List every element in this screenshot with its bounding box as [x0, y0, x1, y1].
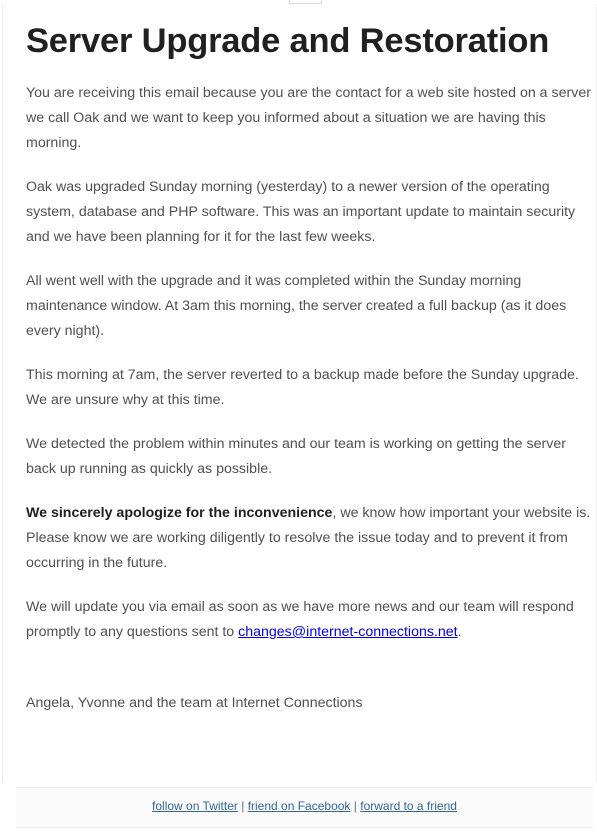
follow-twitter-link[interactable]: follow on Twitter — [152, 799, 238, 813]
paragraph-upgrade: Oak was upgraded Sunday morning (yesterday) to a newer version of the operating system, database and PHP software. This was an important update to maintain security and we have been planning for it for the last few weeks. — [26, 179, 576, 245]
paragraph-apology — [26, 501, 592, 576]
paragraph-backup: All went well with the upgrade and it was completed within the Sunday morning maintenance window. At 3am this morning, the server created a full backup (as it does every night). — [26, 273, 567, 339]
email-body — [2, 4, 597, 782]
update-text: We will update you via email as soon as we have more news and our team will respond promptly to any questions sent to — [26, 599, 574, 640]
forward-friend-link[interactable]: forward to a friend — [360, 799, 457, 813]
footer-separator: | — [241, 799, 245, 813]
contact-email-link[interactable]: changes@internet-connections.net — [238, 624, 458, 640]
footer-separator: | — [353, 799, 357, 813]
friend-facebook-link[interactable]: friend on Facebook — [247, 799, 351, 813]
apology-bold-text: We sincerely apologize for the inconvenience — [26, 505, 333, 521]
paragraph-detected: We detected the problem within minutes and our team is working on getting the server back up running as quickly as possible. — [26, 436, 566, 477]
apology-rest-text: , we know how important your website is. Please know we are working diligently to resolve the issue today and to prevent it from occurring in the future. — [26, 505, 591, 571]
paragraph-update — [26, 595, 592, 645]
email-signature: Angela, Yvonne and the team at Internet Connections — [26, 695, 363, 711]
update-end: . — [457, 624, 462, 640]
email-content — [26, 20, 592, 716]
paragraph-revert: This morning at 7am, the server reverted to a backup made before the Sunday upgrade. We are unsure why at this time. — [26, 367, 579, 408]
email-title: Server Upgrade and Restoration — [26, 22, 550, 60]
paragraph-intro: You are receiving this email because you are the contact for a web site hosted on a server we call Oak and we want to keep you informed about a situation we are having this morning. — [26, 85, 591, 151]
email-footer — [16, 787, 593, 828]
